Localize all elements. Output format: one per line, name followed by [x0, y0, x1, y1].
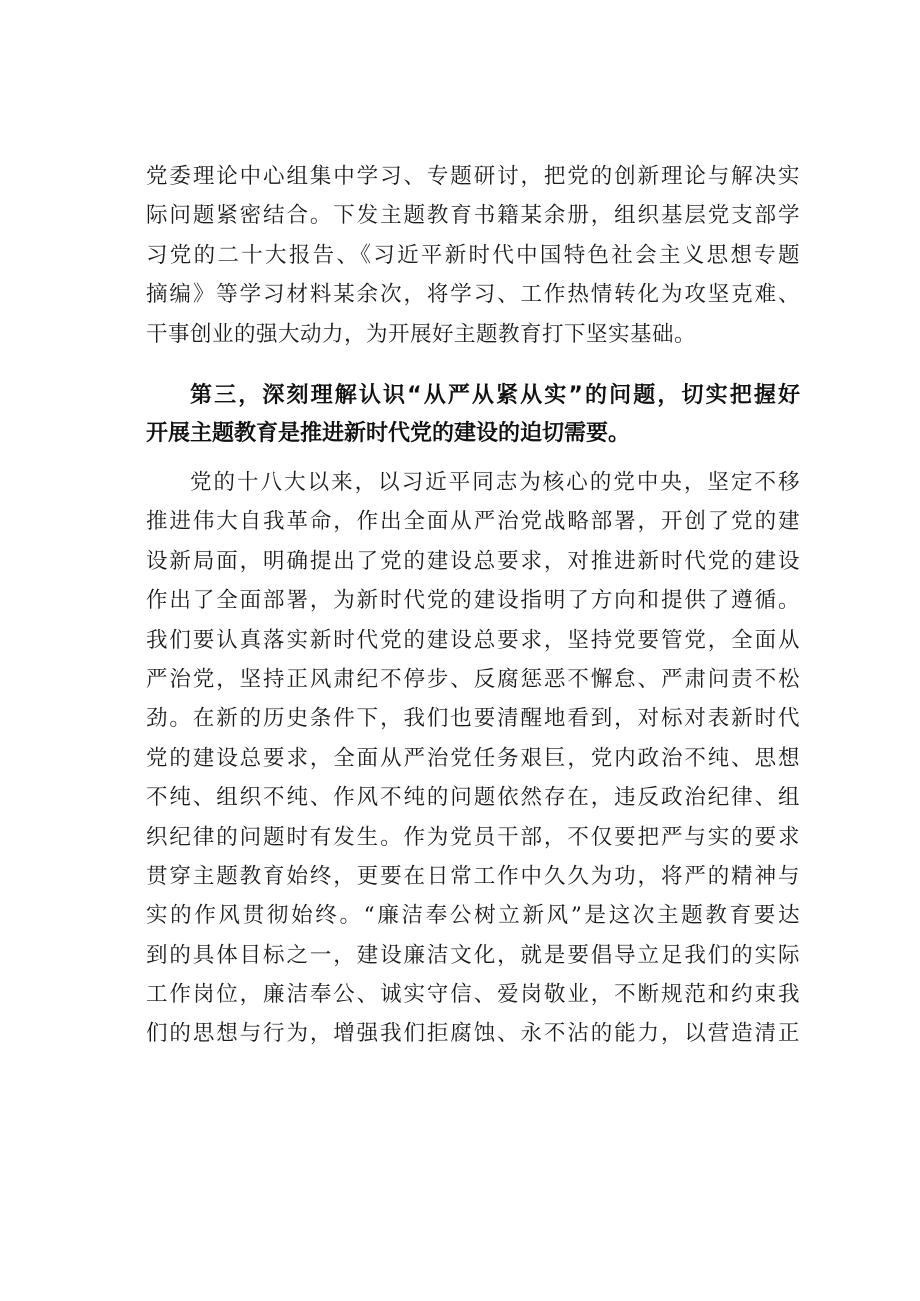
text-line: 推进伟大自我革命，作出全面从严治党战略部署，开创了党的建: [146, 509, 800, 535]
text-line: 们的思想与行为，增强我们拒腐蚀、永不沾的能力，以营造清正: [146, 1021, 800, 1047]
text-line: 习党的二十大报告、《习近平新时代中国特色社会主义思想专题: [146, 242, 800, 268]
text-line: 设新局面，明确提出了党的建设总要求，对推进新时代党的建设: [146, 548, 800, 574]
text-line: 织纪律的问题时有发生。作为党员干部，不仅要把严与实的要求: [146, 824, 800, 850]
text-line: 贯穿主题教育始终，更要在日常工作中久久为功，将严的精神与: [146, 863, 800, 889]
text-line: 实的作风贯彻始终。“廉洁奉公树立新风”是这次主题教育要达: [146, 903, 800, 929]
text-line: 党委理论中心组集中学习、专题研讨，把党的创新理论与解决实: [146, 164, 800, 189]
text-line: 摘编》等学习材料某余次，将学习、工作热情转化为攻坚克难、: [146, 282, 800, 308]
text-line: 党的十八大以来，以习近平同志为核心的党中央，坚定不移: [190, 470, 800, 495]
body-paragraph-1: [146, 157, 800, 354]
text-line: 到的具体目标之一，建设廉洁文化，就是要倡导立足我们的实际: [146, 942, 800, 968]
text-line: 严治党，坚持正风肃纪不停步、反腐惩恶不懈怠、严肃问责不松: [146, 666, 800, 692]
text-line: 际问题紧密结合。下发主题教育书籍某余册，组织基层党支部学: [146, 203, 800, 229]
text-line: 干事创业的强大动力，为开展好主题教育打下坚实基础。: [146, 321, 697, 347]
text-line: 工作岗位，廉洁奉公、诚实守信、爱岗敬业，不断规范和约束我: [146, 982, 800, 1008]
text-line: 作出了全面部署，为新时代党的建设指明了方向和提供了遵循。: [146, 588, 800, 614]
section-heading: [146, 377, 800, 453]
heading-line: 开展主题教育是推进新时代党的建设的迫切需要。: [146, 421, 631, 446]
text-line: 党的建设总要求，全面从严治党任务艰巨，党内政治不纯、思想: [146, 745, 800, 771]
heading-line: 第三，深刻理解认识“从严从紧从实”的问题，切实把握好: [190, 383, 800, 408]
text-line: 我们要认真落实新时代党的建设总要求，坚持党要管党，全面从: [146, 627, 800, 653]
text-line: 劲。在新的历史条件下，我们也要清醒地看到，对标对表新时代: [146, 706, 800, 732]
body-paragraph-2: [146, 463, 800, 1054]
text-line: 不纯、组织不纯、作风不纯的问题依然存在，违反政治纪律、组: [146, 785, 800, 811]
